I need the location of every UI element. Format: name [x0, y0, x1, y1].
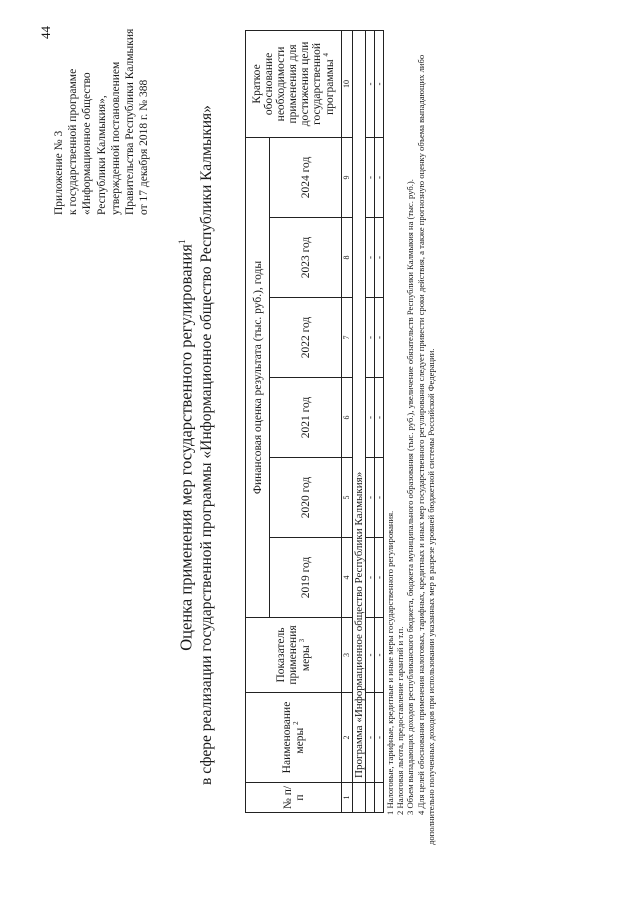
- table-cell: -: [375, 538, 384, 618]
- column-number: 2: [342, 693, 353, 783]
- regulation-table: [245, 30, 384, 813]
- program-row-num: [353, 783, 366, 813]
- table-cell: -: [366, 538, 375, 618]
- title-line-1: [173, 65, 197, 825]
- column-number: 8: [342, 218, 353, 298]
- header-year: 2022 год: [270, 298, 342, 378]
- column-number-row: [342, 30, 353, 812]
- column-number: 1: [342, 783, 353, 813]
- appendix-line: Республики Калмыкия»,: [95, 95, 108, 215]
- column-number: 10: [342, 30, 353, 137]
- header-num: № п/п: [246, 783, 342, 813]
- title-line-2: в сфере реализации государственной программы «Информационное общество Республики Калмыкия»: [197, 105, 215, 785]
- page-number: 44: [38, 26, 53, 39]
- table-cell: -: [375, 30, 384, 137]
- header-indicator: Показатель применения меры $^3$: [246, 618, 342, 693]
- table-cell: [366, 783, 375, 813]
- table-cell: -: [375, 618, 384, 693]
- table-cell: -: [375, 137, 384, 217]
- appendix-line: «Информационное общество: [81, 72, 94, 215]
- footnotes: [385, 45, 436, 845]
- title-footnote-mark: 1: [177, 239, 188, 245]
- table-cell: -: [375, 218, 384, 298]
- table-cell: -: [375, 298, 384, 378]
- table-row: [366, 30, 375, 812]
- appendix-line: утвержденной постановлением: [109, 61, 122, 215]
- header-year: 2019 год: [270, 538, 342, 618]
- column-number: 6: [342, 378, 353, 458]
- appendix-line: от 17 декабря 2018 г. № 388: [138, 79, 151, 215]
- header-year: 2024 год: [270, 137, 342, 217]
- column-number: 7: [342, 298, 353, 378]
- program-row: [353, 30, 366, 812]
- header-year: 2023 год: [270, 218, 342, 298]
- header-year: 2020 год: [270, 458, 342, 538]
- appendix-header: [52, 29, 151, 215]
- table-cell: -: [366, 693, 375, 783]
- header-measure-name: Наименование меры $^2$: [246, 693, 342, 783]
- table-cell: -: [366, 218, 375, 298]
- table-cell: -: [375, 378, 384, 458]
- footnote: 2 Налоговая льгота, предоставление гарантий и т.п.: [395, 626, 406, 815]
- table-cell: -: [366, 30, 375, 137]
- table-cell: -: [375, 693, 384, 783]
- table-cell: -: [366, 137, 375, 217]
- title-text: Оценка применения мер государственного регулирования: [176, 244, 196, 651]
- table-cell: -: [366, 618, 375, 693]
- appendix-line: Правительства Республики Калмыкия: [124, 28, 137, 215]
- table-cell: -: [375, 458, 384, 538]
- header-justification: Краткое обоснование необходимости применения для достижения цели государственной программы $^4$: [246, 30, 342, 137]
- footnote: 3 Объем выпадающих доходов республиканского бюджета, бюджета муниципального образования (тыс. руб.), увеличение обязательств Республики Калмыкия на (тыс. руб.).: [405, 179, 416, 815]
- header-financial: Финансовая оценка результата (тыс. руб.), годы: [246, 137, 270, 617]
- table-cell: -: [366, 458, 375, 538]
- column-number: 5: [342, 458, 353, 538]
- column-number: 3: [342, 618, 353, 693]
- footnote: 4 Для целей обоснования применения налоговых, тарифных, кредитных и иных мер государственного регулирования следует привести сроки действия, а также прогнозную оценку объема выпадающих либо дополнительно полученных доходов при использовании указанных мер в разрезе уровней бюджетной системы Российской Федерации.: [415, 54, 436, 845]
- table-cell: -: [366, 298, 375, 378]
- appendix-line: Приложение № 3: [53, 130, 65, 215]
- column-number: 4: [342, 538, 353, 618]
- footnote-separator: [383, 683, 384, 813]
- header-year: 2021 год: [270, 378, 342, 458]
- table-cell: -: [366, 378, 375, 458]
- footnote: 1 Налоговые, тарифные, кредитные и иные меры государственного регулирования.: [385, 510, 395, 815]
- appendix-line: к государственной программе: [67, 68, 80, 215]
- program-name: Программа «Информационное общество Республики Калмыкия»: [353, 30, 366, 782]
- column-number: 9: [342, 137, 353, 217]
- document-title: [173, 65, 217, 825]
